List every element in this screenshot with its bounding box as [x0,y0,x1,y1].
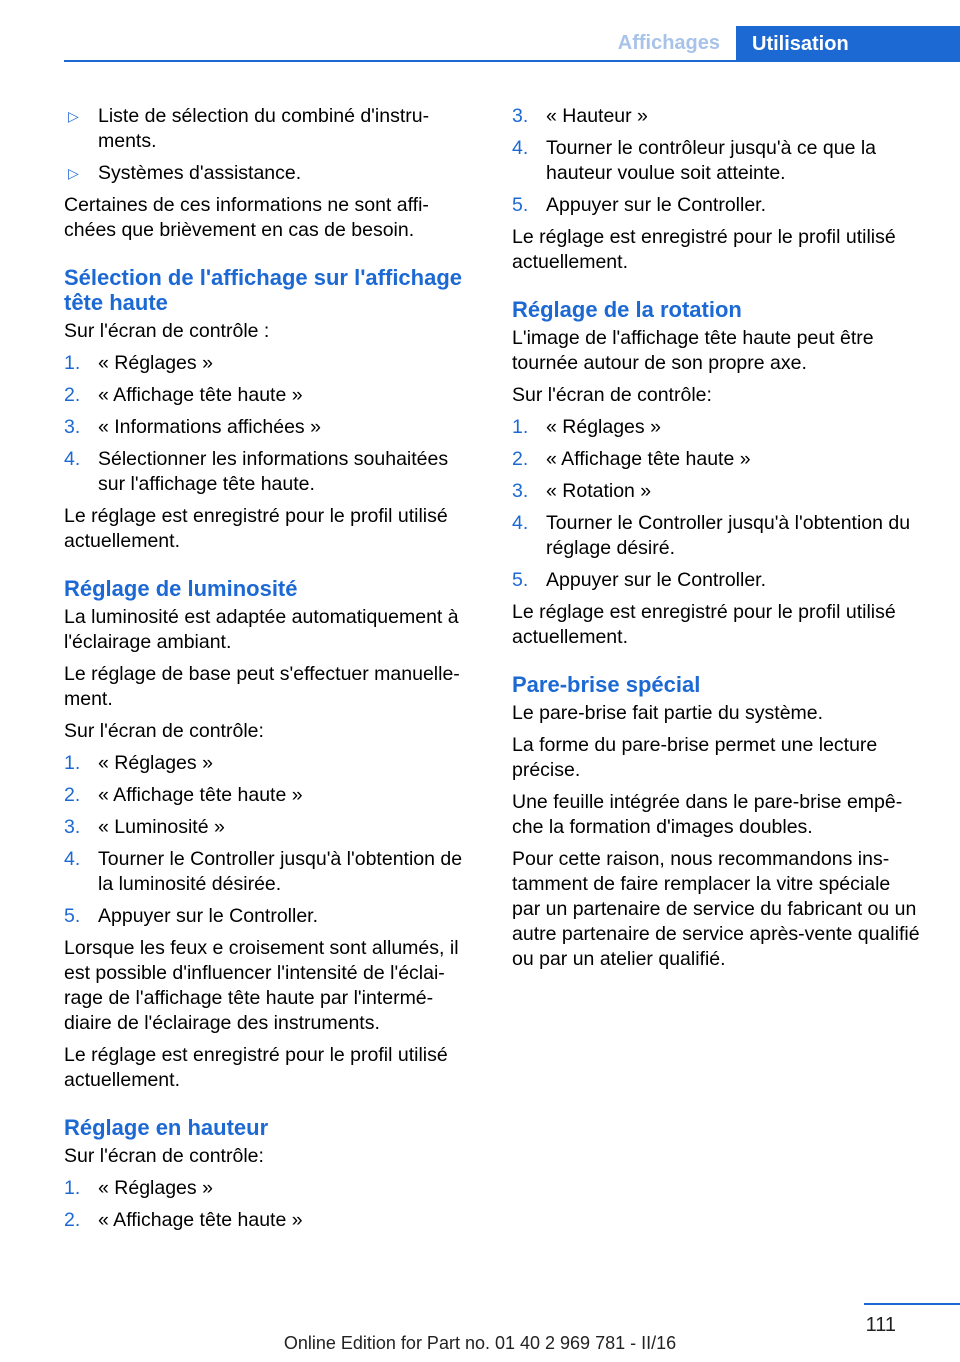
chapter-tab: Utilisation [736,26,960,62]
step-number: 4. [64,848,81,870]
step-text: « Affichage tête haute » [98,1209,303,1231]
step-number: 2. [64,384,81,406]
step-text: « Hauteur » [546,105,648,127]
heading-windshield: Pare-brise spécial [512,672,701,697]
page-number: 111 [865,1314,896,1336]
section-title: Affichages [617,32,720,54]
step-item [64,447,480,497]
step-number: 1. [64,352,81,374]
step-number: 1. [64,752,81,774]
footer-rule [864,1303,960,1305]
step-text: « Affichage tête haute » [546,448,751,470]
step-text: « Réglages » [98,752,213,774]
step-item [64,783,480,808]
step-item [64,751,480,776]
paragraph: Le réglage est enregistré pour le profil utilisé actuellement. [512,226,896,273]
paragraph: Le réglage est enregistré pour le profil utilisé actuellement. [64,1044,448,1091]
step-number: 1. [512,416,529,438]
step-item [64,415,480,440]
steps-height-cont [512,104,928,218]
step-text: Appuyer sur le Controller. [546,569,767,591]
step-item [512,136,928,186]
step-text: « Réglages » [98,352,213,374]
heading-selection: Sélection de l'affichage sur l'affichage tête haute [64,265,463,315]
heading-height: Réglage en hauteur [64,1115,269,1140]
step-item [512,479,928,504]
step-item [512,104,928,129]
bullet-text: Liste de sélection du combiné d'instru- ments. [98,105,430,152]
left-column [64,104,480,1240]
step-number: 5. [64,905,81,927]
step-number: 2. [64,1209,81,1231]
step-number: 3. [512,480,529,502]
paragraph: Sur l'écran de contrôle: [512,384,712,406]
step-item [64,1176,480,1201]
step-number: 4. [64,448,81,470]
step-item [64,383,480,408]
edition-note: Online Edition for Part no. 01 40 2 969 781 - II/16 [283,1333,677,1353]
step-number: 3. [512,105,529,127]
step-text: Appuyer sur le Controller. [98,905,319,927]
step-item [512,568,928,593]
step-text: Tourner le Controller jusqu'à l'obtention du réglage désiré. [546,512,911,559]
step-text: « Affichage tête haute » [98,784,303,806]
header-rule [64,60,960,62]
paragraph: Sur l'écran de contrôle: [64,1145,264,1167]
paragraph: Le réglage de base peut s'effectuer manuelle- ment. [64,663,460,710]
step-number: 5. [512,194,529,216]
step-text: « Réglages » [546,416,661,438]
bullet-text: Systèmes d'assistance. [98,162,302,184]
paragraph: La forme du pare-brise permet une lecture précise. [512,734,878,781]
step-item [64,904,480,929]
step-text: « Rotation » [546,480,652,502]
step-text: Sélectionner les informations souhaitées sur l'affichage tête haute. [98,448,449,495]
step-number: 3. [64,416,81,438]
list-item [64,161,480,186]
paragraph: Lorsque les feux e croisement sont allumés, il est possible d'influencer l'intensité de l'éclai- rage de l'affichage tête haute par l'intermé- diaire de l'éclairage des instruments. [64,937,459,1034]
steps-rotation [512,415,928,593]
step-text: Tourner le contrôleur jusqu'à ce que la hauteur voulue soit atteinte. [546,137,877,184]
steps-luminosity [64,751,480,929]
step-item [512,511,928,561]
triangle-bullet-icon: ▷ [68,165,79,181]
step-text: « Informations affichées » [98,416,321,438]
step-item [512,193,928,218]
heading-luminosity: Réglage de luminosité [64,576,298,601]
step-number: 3. [64,816,81,838]
step-text: « Luminosité » [98,816,225,838]
list-item [64,104,480,154]
step-item [64,815,480,840]
steps-selection [64,351,480,497]
right-column [512,104,928,979]
paragraph: Certaines de ces informations ne sont affi- chées que brièvement en cas de besoin. [64,194,429,241]
paragraph: Le pare-brise fait partie du système. [512,702,824,724]
triangle-bullet-icon: ▷ [68,108,79,124]
step-item [512,447,928,472]
step-item [64,847,480,897]
paragraph: Une feuille intégrée dans le pare-brise empê- che la formation d'images doubles. [512,791,903,838]
paragraph: Pour cette raison, nous recommandons ins- tamment de faire remplacer la vitre spéciale par un partenaire de service du fabricant ou un autre partenaire de service après-vente qualifié ou par un atelier qualifié. [512,848,920,970]
step-text: Tourner le Controller jusqu'à l'obtention de la luminosité désirée. [98,848,463,895]
step-text: Appuyer sur le Controller. [546,194,767,216]
bullet-list [64,104,480,186]
paragraph: Sur l'écran de contrôle : [64,320,270,342]
paragraph: La luminosité est adaptée automatiquement à l'éclairage ambiant. [64,606,459,653]
step-number: 1. [64,1177,81,1199]
step-item [512,415,928,440]
steps-height [64,1176,480,1233]
paragraph: Le réglage est enregistré pour le profil utilisé actuellement. [512,601,896,648]
step-number: 2. [512,448,529,470]
paragraph: Le réglage est enregistré pour le profil utilisé actuellement. [64,505,448,552]
step-number: 5. [512,569,529,591]
step-item [64,351,480,376]
paragraph: Sur l'écran de contrôle: [64,720,264,742]
step-text: « Réglages » [98,1177,213,1199]
step-number: 4. [512,512,529,534]
step-number: 2. [64,784,81,806]
heading-rotation: Réglage de la rotation [512,297,742,322]
step-item [64,1208,480,1233]
paragraph: L'image de l'affichage tête haute peut être tournée autour de son propre axe. [512,327,874,374]
step-number: 4. [512,137,529,159]
step-text: « Affichage tête haute » [98,384,303,406]
